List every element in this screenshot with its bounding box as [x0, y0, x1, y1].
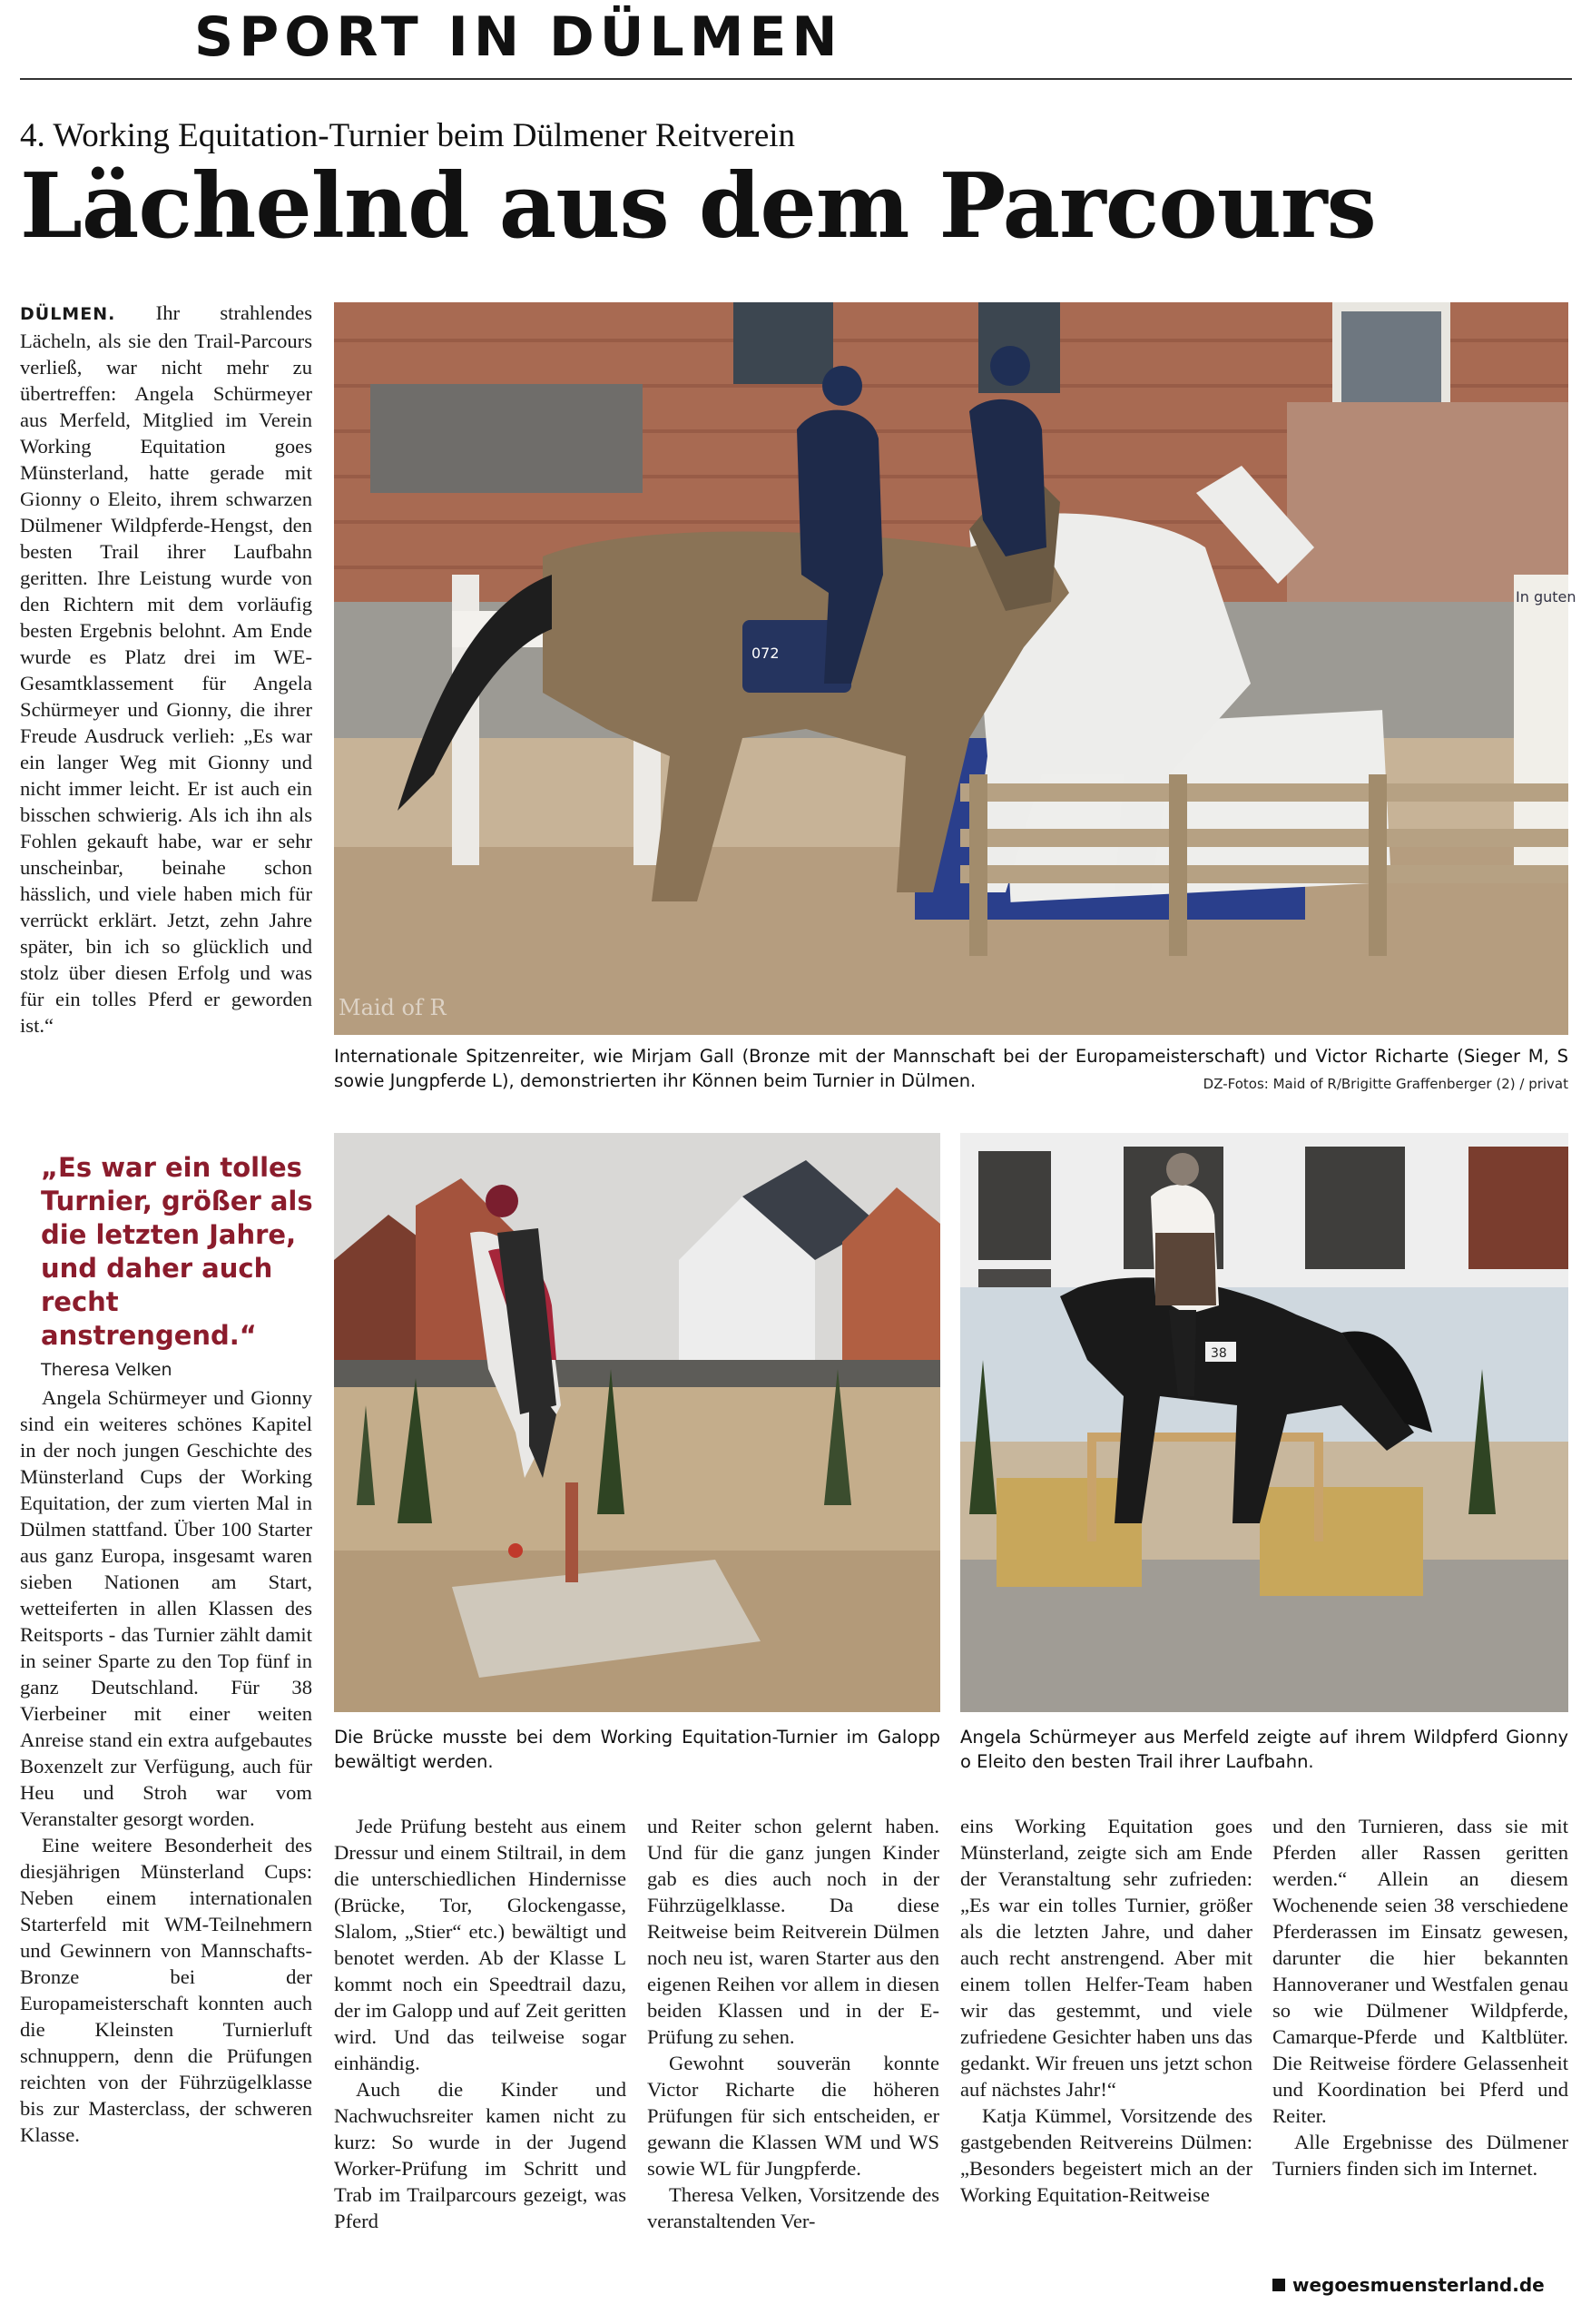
body-column-5	[1272, 1813, 1568, 2181]
website-text: wegoesmuensterland.de	[1292, 2274, 1545, 2296]
paragraph: und Reiter schon gelernt haben. Und für die ganz jungen Kinder gab es dies auch noch in der Führzügelklasse. Da diese Reitweise beim Reitverein Dülmen noch neu ist, waren Starter aus den eigenen Reihen vor allem in diesen beiden Klassen und in der E-Prüfung zu sehen.	[647, 1815, 939, 2048]
intro-column	[20, 300, 312, 1039]
intro-text: Ihr strahlendes Lächeln, als sie den Trail-Parcours verließ, war nicht mehr zu übertreffen: Angela Schürmeyer aus Merfeld, Mitglied im Verein Working Equitation goes Münsterland, hatte gerade mit Gionny o Eleito, ihrem schwarzen Dülmener Wildpferde-Hengst, den besten Trail ihrer Laufbahn geritten. Ihre Leistung wurde von den Richtern mit dem vorläufig besten Ergebnis belohnt. Am Ende wurde es Platz drei im WE-Gesamtklassement für Angela Schürmeyer und Gionny, die ihrer Freude Ausdruck verlieh: „Es war ein langer Weg mit Gionny und nicht immer leicht. Er ist auch ein bisschen schwierig. Als ich ihn als Fohlen gekauft habe, war er sehr unscheinbar, beinahe schon hässlich, und viele haben mich für verrückt erklärt. Jetzt, zehn Jahre später, bin ich so glücklich und stolz über diesen Erfolg und was für ein tolles Pferd er geworden ist.“	[20, 301, 312, 1037]
pull-quote-author: Theresa Velken	[41, 1360, 172, 1380]
paragraph: Gewohnt souverän konnte Victor Richarte die höheren Prüfungen für sich entscheiden, er gewann die Klassen WM und WS sowie WL für Jungpferde.	[647, 2052, 939, 2180]
paragraph: Eine weitere Besonderheit des diesjährigen Münsterland Cups: Neben einem internationalen Starterfeld mit WM-Teilnehmern und Gewinnern von Mannschafts-Bronze bei der Europameisterschaft konnten auch die Kleinsten Turnierluft schnuppern, denn die Prüfungen reichten von der Führzügelklasse bis zur Masterclass, der schweren Klasse.	[20, 1834, 312, 2146]
trail-photo	[960, 1133, 1568, 1712]
photo-watermark: Maid of R	[339, 995, 447, 1020]
paragraph: Jede Prüfung besteht aus einem Dressur und einem Stiltrail, in dem die unterschiedlichen Hindernisse (Brücke, Tor, Glockengasse, Slalom, „Stier“ etc.) bewältigt und benotet werden. Ab der Klasse L kommt noch ein Speedtrail dazu, der im Galopp und auf Zeit geritten wird. Und das teilweise sogar einhändig.	[334, 1815, 626, 2074]
paragraph: und den Turnieren, dass sie mit Pferden aller Rassen geritten werden.“ Allein an diesem Wochenende seien 38 verschiedene Pferderassen im Einsatz gewesen, darunter die hier bekannten Hannoveraner und Westfalen genau so wie Dülmener Wildpferde, Camarque-Pferde und Kaltblüter. Die Reitweise fördere Gelassenheit und Koordination bei Pferd und Reiter.	[1272, 1815, 1568, 2127]
pull-quote	[41, 1151, 322, 1380]
pull-quote-text: „Es war ein tolles Turnier, größer als die letzten Jahre, und daher auch recht anstrengend.“	[41, 1152, 313, 1351]
section-title: SPORT IN DÜLMEN	[194, 5, 843, 69]
body-column-1	[20, 1384, 312, 2148]
trail-photo-caption: Angela Schürmeyer aus Merfeld zeigte auf ihrem Wildpferd Gionny o Eleito den besten Trail ihrer Laufbahn.	[960, 1727, 1568, 1772]
article-headline: Lächelnd aus dem Parcours	[20, 154, 1376, 259]
square-bullet-icon	[1272, 2279, 1285, 2291]
paragraph: Angela Schürmeyer und Gionny sind ein weiteres schönes Kapitel in der noch jungen Geschichte des Münsterland Cups der Working Equitation, der zum vierten Mal in Dülmen stattfand. Über 100 Starter aus ganz Europa, insgesamt waren sieben Nationen am Start, wetteiferten in allen Klassen des Reitsports - das Turnier zählt damit in seiner Sparte zu den Top fünf in ganz Deutschland. Für 38 Vierbeiner mit einer weiten Anreise stand ein extra aufgebautes Boxenzelt zur Verfügung, auch für Heu und Stroh war vom Veranstalter gesorgt worden.	[20, 1386, 312, 1830]
paragraph: Alle Ergebnisse des Dülmener Turniers finden sich im Internet.	[1272, 2131, 1568, 2180]
banner-right-text: In guten	[1516, 588, 1576, 606]
main-photo-caption: Internationale Spitzenreiter, wie Mirjam Gall (Bronze mit der Mannschaft bei der Europameisterschaft) und Victor Richarte (Sieger M, S sowie Jungpferde L), demonstrierten ihr Können beim Turnier in Dülmen.	[334, 1046, 1568, 1091]
photo-credit: DZ-Fotos: Maid of R/Brigitte Graffenberger (2) / privat	[1203, 1076, 1568, 1092]
dateline: DÜLMEN.	[20, 304, 116, 324]
article-kicker: 4. Working Equitation-Turnier beim Dülmener Reitverein	[20, 117, 796, 154]
bridge-photo	[334, 1133, 940, 1712]
body-column-4	[960, 1813, 1252, 2208]
saddle-number-text: 072	[751, 645, 780, 662]
paragraph: Katja Kümmel, Vorsitzende des gastgebenden Reitvereins Dülmen: „Besonders begeistert mich an der Working Equitation-Reitweise	[960, 2104, 1252, 2206]
paragraph: Theresa Velken, Vorsitzende des veranstaltenden Ver-	[647, 2183, 939, 2232]
body-column-3	[647, 1813, 939, 2234]
paragraph: eins Working Equitation goes Münsterland, zeigte sich am Ende der Veranstaltung sehr zufrieden: „Es war ein tolles Turnier, größer als die letzten Jahre, und daher auch recht anstrengend. Aber mit einem tollen Helfer-Team haben wir das gestemmt, und viele zufriedene Gesichter haben uns das gedankt. Wir freuen uns jetzt schon auf nächstes Jahr!“	[960, 1815, 1252, 2101]
website-link[interactable]	[1272, 2274, 1545, 2296]
main-photo	[334, 302, 1576, 1035]
saddle-number-small-text: 38	[1211, 1346, 1227, 1361]
section-header	[20, 0, 1572, 80]
body-column-2	[334, 1813, 626, 2234]
paragraph: Auch die Kinder und Nachwuchsreiter kamen nicht zu kurz: So wurde in der Jugend Worker-Prüfung im Schritt und Trab im Trailparcours gezeigt, was Pferd	[334, 2078, 626, 2232]
bridge-photo-caption: Die Brücke musste bei dem Working Equitation-Turnier im Galopp bewältigt werden.	[334, 1727, 940, 1772]
